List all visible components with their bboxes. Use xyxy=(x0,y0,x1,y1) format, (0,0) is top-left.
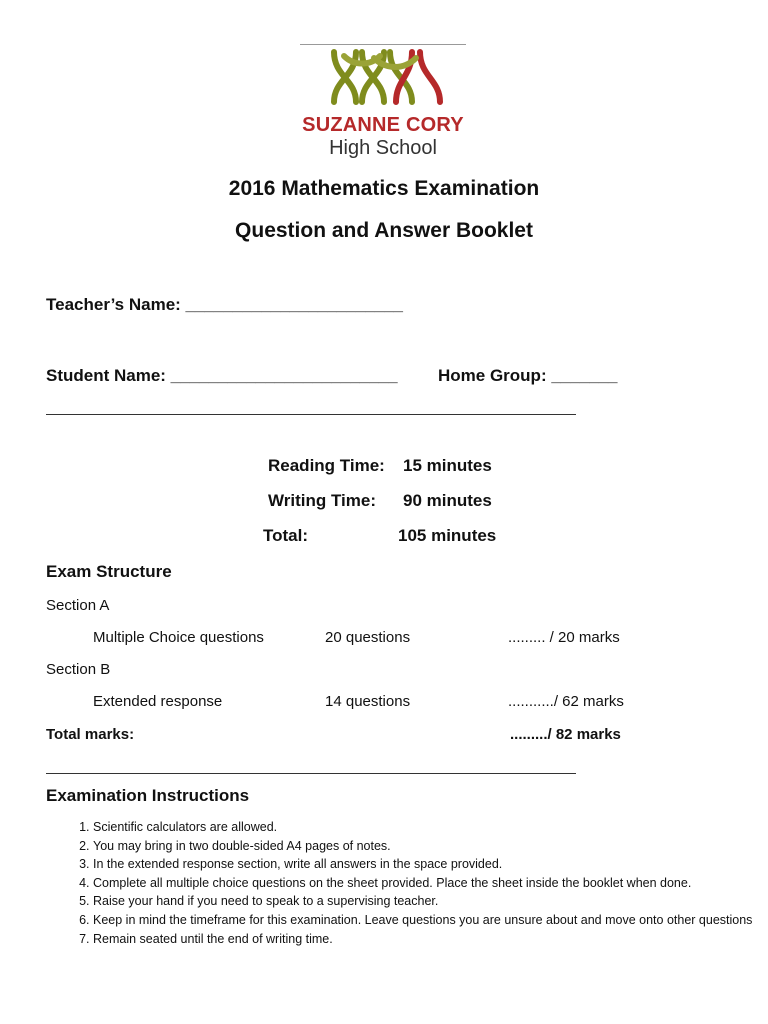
instructions-heading: Examination Instructions xyxy=(46,786,250,805)
teacher-name-field[interactable]: Teacher’s Name: _______________________ xyxy=(46,295,403,314)
section-a-label: Section A xyxy=(46,597,110,614)
list-item: 1. Scientific calculators are allowed. xyxy=(93,818,768,837)
school-logo xyxy=(300,44,466,160)
divider xyxy=(46,414,576,415)
writing-time-value: 90 minutes xyxy=(403,491,492,510)
total-time-label: Total: xyxy=(263,526,309,545)
list-item: 6. Keep in mind the timeframe for this examination. Leave questions you are unsure about and move onto other questions xyxy=(93,911,768,930)
logo-rule xyxy=(300,44,466,45)
reading-time-label: Reading Time: xyxy=(268,456,385,475)
list-item: 7. Remain seated until the end of writing time. xyxy=(93,930,768,949)
section-b-count: 14 questions xyxy=(325,693,411,710)
section-b-marks: .........../ 62 marks xyxy=(508,693,624,710)
instructions-list xyxy=(46,818,768,948)
exam-structure-heading: Exam Structure xyxy=(46,562,172,581)
section-b-label: Section B xyxy=(46,661,111,678)
list-item: 2. You may bring in two double-sided A4 pages of notes. xyxy=(93,837,768,856)
list-item: 3. In the extended response section, write all answers in the space provided. xyxy=(93,855,768,874)
divider xyxy=(46,773,576,774)
section-a-marks: ......... / 20 marks xyxy=(508,629,620,646)
writing-time-label: Writing Time: xyxy=(268,491,376,510)
exam-title: 2016 Mathematics Examination xyxy=(228,177,540,200)
student-name-field[interactable]: Student Name: ________________________ xyxy=(46,366,398,385)
list-item: 5. Raise your hand if you need to speak to a supervising teacher. xyxy=(93,892,768,911)
logo-school-name: SUZANNE CORY xyxy=(302,114,464,136)
section-a-count: 20 questions xyxy=(325,629,411,646)
list-item: 4. Complete all multiple choice questions on the sheet provided. Place the sheet inside the booklet when done. xyxy=(93,874,768,893)
total-marks-label: Total marks: xyxy=(46,726,135,743)
total-marks-value: ........./ 82 marks xyxy=(510,726,621,743)
logo-emblem-icon xyxy=(300,46,466,112)
reading-time-value: 15 minutes xyxy=(403,456,492,475)
total-time-value: 105 minutes xyxy=(398,526,497,545)
section-a-item: Multiple Choice questions xyxy=(93,629,264,646)
section-b-item: Extended response xyxy=(93,693,223,710)
booklet-title: Question and Answer Booklet xyxy=(235,219,533,242)
home-group-field[interactable]: Home Group: _______ xyxy=(438,366,618,385)
logo-school-type: High School xyxy=(329,137,437,159)
